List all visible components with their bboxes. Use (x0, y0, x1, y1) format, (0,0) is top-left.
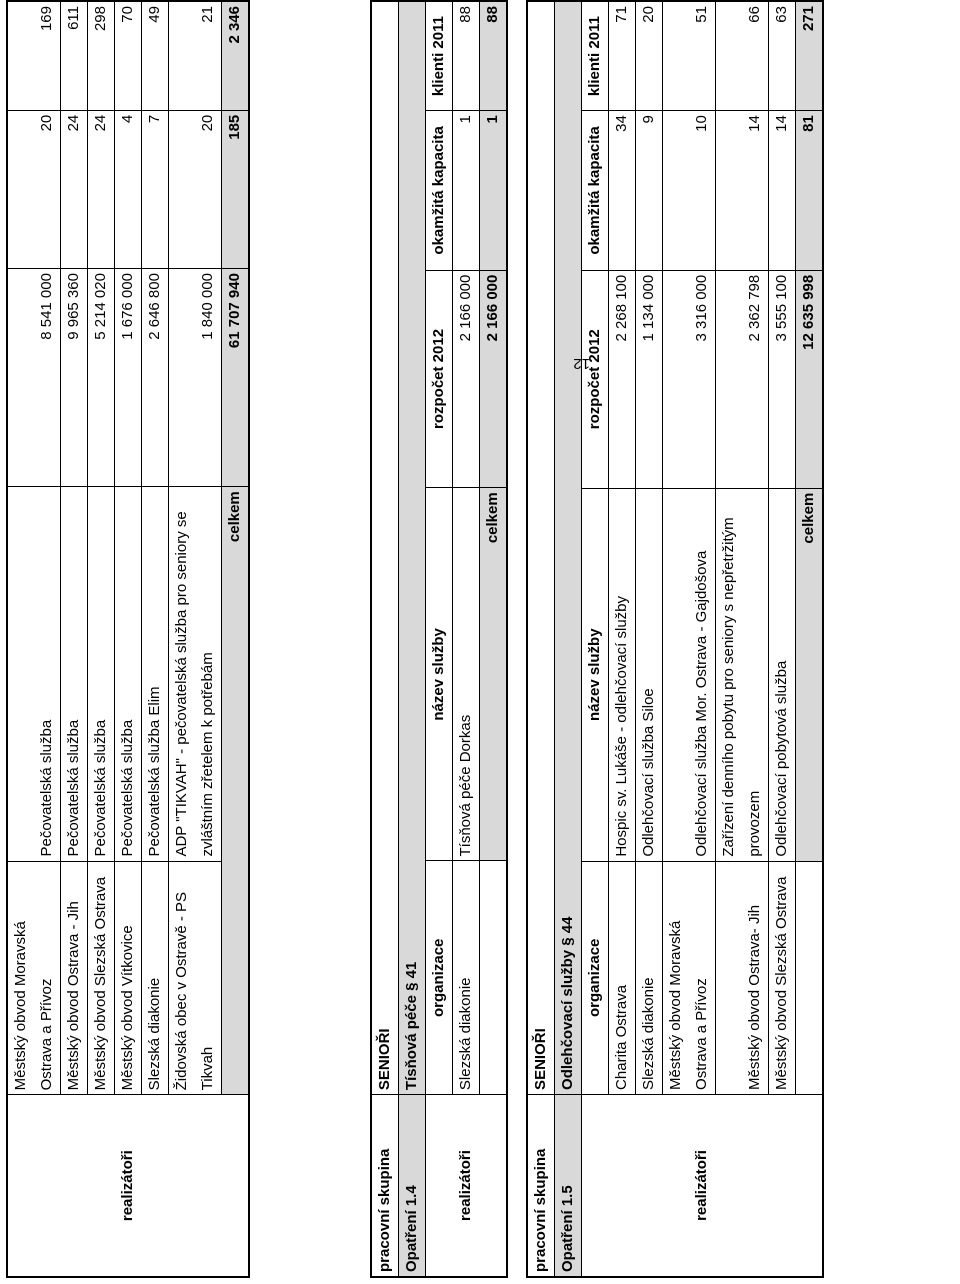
cell-svc: Tísňová péče Dorkas (453, 488, 480, 861)
cell-klienti: 63 (769, 1, 796, 111)
cell-org: Městský obvod Vítkovice (115, 861, 142, 1095)
cell-rozpocet: 1 676 000 (115, 269, 142, 487)
cell-svc: Zařízení denního pobytu pro seniory s nepřetržitým provozem (716, 488, 769, 861)
cell-kapacita: 14 (716, 111, 769, 271)
header-klienti: klienti 2011 (582, 1, 609, 111)
cell-rozpocet: 3 316 000 (663, 270, 716, 488)
table-row (169, 1, 222, 1277)
total-row (222, 1, 250, 1277)
cell-svc: Pečovatelská služba Elim (142, 487, 169, 861)
cell-kapacita: 4 (115, 110, 142, 268)
total-label: celkem (222, 487, 250, 1095)
total-kapacita: 185 (222, 110, 250, 268)
cell-org: Městský obvod Moravská Ostrava a Přívoz (663, 861, 716, 1094)
total-klienti: 2 346 (222, 1, 250, 110)
cell-org: Židovská obec v Ostravě - PS Tikvah (169, 861, 222, 1095)
cell-klienti: 21 (169, 1, 222, 110)
cell-klienti: 49 (142, 1, 169, 110)
total-row (796, 1, 824, 1277)
cell-org: Městský obvod Moravská Ostrava a Přívoz (7, 861, 61, 1095)
cell-kapacita: 34 (609, 111, 636, 271)
group-name: SENIOŘI (371, 1, 399, 1095)
header-kapacita: okamžitá kapacita (426, 111, 453, 271)
header-kapacita: okamžitá kapacita (582, 111, 609, 271)
cell-rozpocet: 2 268 100 (609, 270, 636, 488)
cell-rozpocet: 5 214 020 (88, 269, 115, 487)
cell-svc: Odlehčovací služba Mor. Ostrava - Gajdošova (663, 488, 716, 861)
cell-klienti: 71 (609, 1, 636, 111)
cell-klienti: 51 (663, 1, 716, 111)
cell-rozpocet: 2 646 800 (142, 269, 169, 487)
total-row (480, 1, 508, 1277)
cell-org: Městský obvod Slezská Ostrava (769, 861, 796, 1094)
cell-org: Slezská diakonie (636, 861, 663, 1094)
total-rozpocet: 2 166 000 (480, 270, 508, 488)
cell-rozpocet: 8 541 000 (7, 269, 61, 487)
table-section-3 (526, 0, 824, 1278)
table-row (609, 1, 636, 1277)
cell-svc: Pečovatelská služba (7, 487, 61, 861)
table-row (716, 1, 769, 1277)
cell-klienti: 169 (7, 1, 61, 110)
table-row (453, 1, 480, 1277)
total-kapacita: 1 (480, 111, 508, 271)
cell-svc: Pečovatelská služba (61, 487, 88, 861)
cell-svc: Odlehčovací služba Siloe (636, 488, 663, 861)
total-label: celkem (480, 488, 508, 861)
cell-kapacita: 14 (769, 111, 796, 271)
header-rozpocet: rozpočet 2012 (426, 270, 453, 488)
section-3-rows (582, 1, 824, 1277)
blank-cell (796, 861, 824, 1094)
header-svc: název služby (582, 488, 609, 861)
measure-name: Odlehčovací služby § 44 (555, 1, 582, 1094)
header-svc: název služby (426, 488, 453, 861)
cell-klienti: 611 (61, 1, 88, 110)
cell-kapacita: 24 (88, 110, 115, 268)
table-row (115, 1, 142, 1277)
cell-rozpocet: 2 166 000 (453, 270, 480, 488)
cell-svc: ADP "TIKVAH" - pečovatelská služba pro seniory se zvláštním zřetelem k potřebám (169, 487, 222, 861)
cell-rozpocet: 1 134 000 (636, 270, 663, 488)
realizatori-label: realizátoři (7, 1095, 249, 1277)
section-1-rows (7, 1, 249, 1277)
cell-org: Slezská diakonie (142, 861, 169, 1095)
cell-org: Městský obvod Slezská Ostrava (88, 861, 115, 1095)
cell-svc: Pečovatelská služba (88, 487, 115, 861)
cell-kapacita: 20 (169, 110, 222, 268)
cell-org: Městský obvod Ostrava - Jih (61, 861, 88, 1095)
table-row (769, 1, 796, 1277)
total-rozpocet: 12 635 998 (796, 270, 824, 488)
total-klienti: 271 (796, 1, 824, 111)
total-klienti: 88 (480, 1, 508, 111)
cell-org: Slezská diakonie (453, 861, 480, 1095)
cell-kapacita: 7 (142, 110, 169, 268)
group-label: pracovní skupina (527, 1094, 555, 1277)
table-row (88, 1, 115, 1277)
cell-kapacita: 20 (7, 110, 61, 268)
cell-kapacita: 24 (61, 110, 88, 268)
table-row (663, 1, 716, 1277)
group-label: pracovní skupina (371, 1095, 399, 1277)
realizatori-label: realizátoři (426, 1095, 508, 1277)
cell-klienti: 66 (716, 1, 769, 111)
cell-klienti: 298 (88, 1, 115, 110)
header-org: organizace (582, 861, 609, 1094)
table-row (61, 1, 88, 1277)
table-row (142, 1, 169, 1277)
measure-name: Tísňová péče § 41 (399, 1, 426, 1095)
table-row (7, 1, 61, 1277)
cell-rozpocet: 1 840 000 (169, 269, 222, 487)
cell-org: Charita Ostrava (609, 861, 636, 1094)
table-section-1 (6, 0, 250, 1278)
header-org: organizace (426, 861, 453, 1095)
cell-kapacita: 9 (636, 111, 663, 271)
cell-kapacita: 10 (663, 111, 716, 271)
cell-org: Městský obvod Ostrava- Jih (716, 861, 769, 1094)
cell-klienti: 88 (453, 1, 480, 111)
cell-svc: Odlehčovací pobytová služba (769, 488, 796, 861)
total-kapacita: 81 (796, 111, 824, 271)
cell-rozpocet: 2 362 798 (716, 270, 769, 488)
cell-svc: Pečovatelská služba (115, 487, 142, 861)
header-klienti: klienti 2011 (426, 1, 453, 111)
cell-kapacita: 1 (453, 111, 480, 271)
cell-rozpocet: 9 965 360 (61, 269, 88, 487)
table-section-2 (370, 0, 508, 1278)
realizatori-label: realizátoři (582, 1094, 824, 1277)
cell-klienti: 70 (115, 1, 142, 110)
page-number: 12 (573, 355, 590, 372)
total-rozpocet: 61 707 940 (222, 269, 250, 487)
cell-klienti: 20 (636, 1, 663, 111)
group-name: SENIOŘI (527, 1, 555, 1094)
cell-rozpocet: 3 555 100 (769, 270, 796, 488)
measure-label: Opatření 1.5 (555, 1094, 582, 1277)
cell-svc: Hospic sv. Lukáše - odlehčovací služby (609, 488, 636, 861)
measure-label: Opatření 1.4 (399, 1095, 426, 1277)
table-row (636, 1, 663, 1277)
total-label: celkem (796, 488, 824, 861)
header-rozpocet: rozpočet 2012 (582, 270, 609, 488)
